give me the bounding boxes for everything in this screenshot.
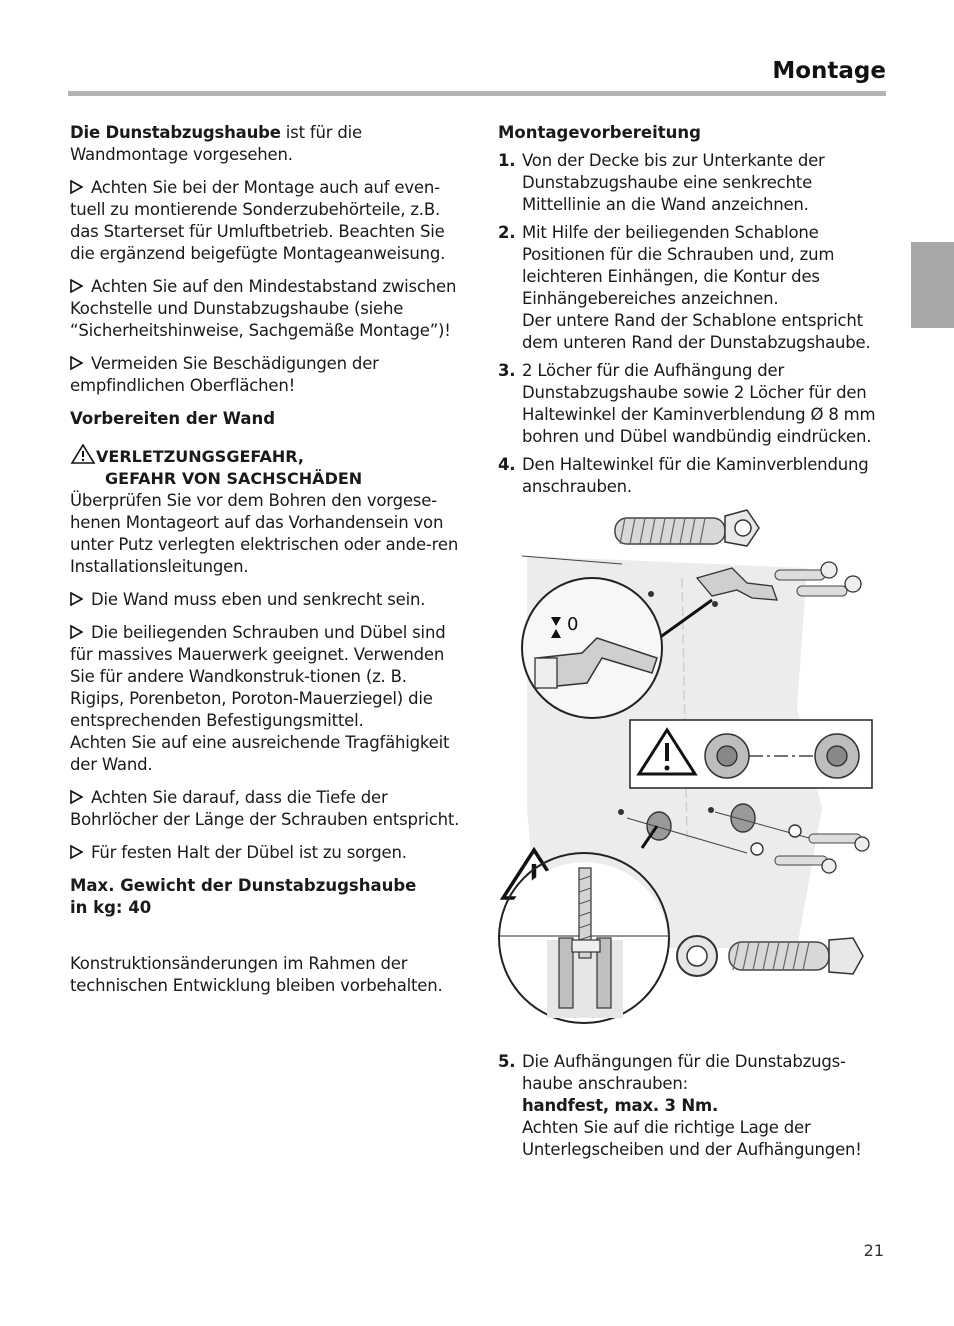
left-column [70, 122, 465, 1008]
montagevorbereitung-heading: Montagevorbereitung [498, 123, 701, 142]
intro-rest: ist für die Wandmontage vorgesehen. [70, 123, 362, 164]
bullet-text: Achten Sie darauf, dass die Tiefe der Bohrlöcher der Länge der Schrauben entspricht. [70, 788, 460, 829]
mounting-illustration [497, 508, 877, 1028]
bullet-text: Vermeiden Sie Beschädigungen der empfindlichen Oberflächen! [70, 354, 379, 395]
page-title: Montage [772, 58, 886, 84]
triangle-bullet-icon [70, 180, 83, 194]
step-item [498, 360, 888, 448]
bullet-text: Die Wand muss eben und senkrecht sein. [91, 590, 426, 609]
side-tab-marker [911, 242, 954, 328]
header-rule [68, 91, 886, 96]
bullet-surfaces [70, 353, 465, 397]
steps-list [498, 150, 888, 498]
intro-paragraph [70, 122, 465, 166]
step-number: 1. [498, 151, 516, 170]
step-item [498, 150, 888, 216]
step-text: Die Aufhängungen für die Dunstabzugs-haube anschrauben: [522, 1052, 846, 1093]
footer-note: Konstruktionsänderungen im Rahmen der technischen Entwicklung bleiben vorbehalten. [70, 954, 443, 995]
step-number: 3. [498, 361, 516, 380]
step-number: 4. [498, 455, 516, 474]
screw-top-icon [615, 510, 759, 546]
steps-list-continued [498, 1051, 888, 1161]
weight-heading-line-2: in kg: 40 [70, 898, 152, 917]
step-extra-text: Achten Sie auf die richtige Lage der Unterlegscheiben und der Aufhängungen! [522, 1118, 862, 1159]
bullet-distance [70, 276, 465, 342]
step-5 [498, 1051, 888, 1167]
step-extra-text: Der untere Rand der Schablone entspricht dem unteren Rand der Dunstabzugshaube. [522, 311, 871, 352]
bullet-text: Achten Sie bei der Montage auch auf even-tuell zu montierende Sonderzubehörteile, z.B. das Starterset für Umluftbetrieb. Beachten Sie die ergänzend beigefügte Montageanweisung. [70, 178, 446, 263]
warning-line-1: VERLETZUNGSGEFAHR, [96, 447, 304, 466]
bullet-text: Achten Sie auf den Mindestabstand zwischen Kochstelle und Dunstabzugshaube (siehe “Sicherheitshinweise, Sachgemäße Montage”)! [70, 277, 457, 340]
warning-text: Überprüfen Sie vor dem Bohren den vorgese-henen Montageort auf das Vorhandensein von unter Putz verlegten elektrischen oder ande-ren Installationsleitungen. [70, 491, 459, 576]
washer-screw-icon [677, 936, 863, 976]
step-number: 5. [498, 1052, 516, 1071]
triangle-bullet-icon [70, 356, 83, 370]
triangle-bullet-icon [70, 845, 83, 859]
weight-heading [70, 875, 465, 919]
bullet-text: Für festen Halt der Dübel ist zu sorgen. [91, 843, 407, 862]
bullet-accessories [70, 177, 465, 265]
step-text: Von der Decke bis zur Unterkante der Dunstabzugshaube eine senkrechte Mittellinie an die Wand anzeichnen. [522, 151, 825, 214]
triangle-bullet-icon [70, 592, 83, 606]
bullet-text: Die beiliegenden Schrauben und Dübel sind für massives Mauerwerk geeignet. Verwenden Sie für andere Wandkonstruk-tionen (z. B. Rigips, Porenbeton, Poroton-Mauerziegel) die entsprechenden Befestigungsmittel. [70, 623, 446, 730]
bullet-hold [70, 842, 465, 864]
warning-line-2: GEFAHR VON SACHSCHÄDEN [105, 469, 363, 488]
step-number: 2. [498, 223, 516, 242]
step-item [498, 454, 888, 498]
weight-heading-line-1: Max. Gewicht der Dunstabzugshaube [70, 876, 417, 895]
page-number: 21 [863, 1241, 884, 1260]
right-column [498, 122, 888, 504]
wall-heading: Vorbereiten der Wand [70, 409, 276, 428]
step-item [498, 1051, 888, 1161]
detail-label-zero: 0 [567, 614, 579, 635]
warning-triangle-icon [70, 444, 96, 464]
intro-bold: Die Dunstabzugshaube [70, 123, 281, 142]
step-text: Mit Hilfe der beiliegenden Schablone Positionen für die Schrauben und, zum leichteren Einhängen, die Kontur des Einhängebereiches anzeichnen. [522, 223, 835, 308]
step-text: 2 Löcher für die Aufhängung der Dunstabzugshaube sowie 2 Löcher für den Haltewinkel der Kaminverblendung Ø 8 mm bohren und Dübel wandbündig eindrücken. [522, 361, 876, 446]
triangle-bullet-icon [70, 279, 83, 293]
warning-heading [70, 444, 465, 468]
bullet-depth [70, 787, 465, 831]
bullet-wall [70, 589, 465, 611]
warning-dowel-box [630, 720, 872, 788]
triangle-bullet-icon [70, 790, 83, 804]
step-bold-text: handfest, max. 3 Nm. [522, 1096, 719, 1115]
triangle-bullet-icon [70, 625, 83, 639]
step-item [498, 222, 888, 354]
bullet-screws [70, 622, 465, 776]
step-text: Den Haltewinkel für die Kaminverblendung anschrauben. [522, 455, 869, 496]
bullet-extra-text: Achten Sie auf eine ausreichende Tragfähigkeit der Wand. [70, 733, 450, 774]
